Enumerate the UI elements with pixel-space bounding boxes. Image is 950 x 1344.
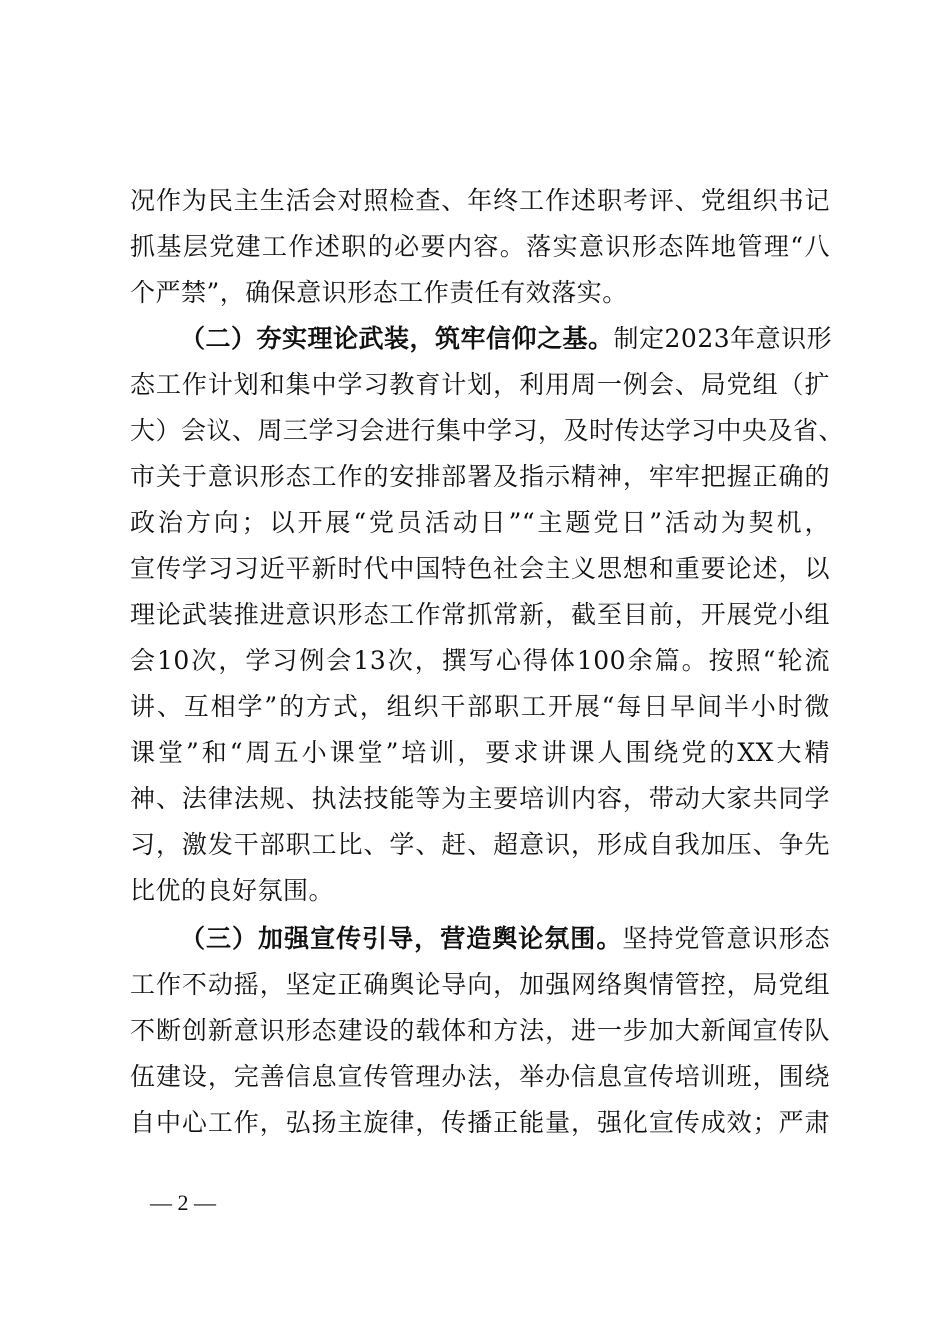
paragraph-text: 制定2023年意识形	[613, 324, 833, 353]
paragraph-line: 伍建设，完善信息宣传管理办法，举办信息宣传培训班，围绕	[130, 1062, 830, 1091]
paragraph-line: 个严禁”，确保意识形态工作责任有效落实。	[130, 278, 628, 307]
paragraph-line: 大）会议、周三学习会进行集中学习，及时传达学习中央及省、	[130, 416, 845, 445]
page-number: — 2 —	[150, 1190, 216, 1215]
paragraph-line: 宣传学习习近平新时代中国特色社会主义思想和重要论述，以	[130, 554, 830, 583]
paragraph-line: 习，激发干部职工比、学、赶、超意识，形成自我加压、争先	[130, 830, 830, 859]
paragraph-line: 理论武装推进意识形态工作常抓常新，截至目前，开展党小组	[130, 600, 830, 629]
paragraph-line: 自中心工作，弘扬主旋律，传播正能量，强化宣传成效；严肃	[130, 1108, 830, 1137]
paragraph-line: 讲、互相学”的方式，组织干部职工开展“每日早间半小时微	[130, 692, 830, 721]
paragraph-line: 抓基层党建工作述职的必要内容。落实意识形态阵地管理“八	[130, 232, 830, 261]
paragraph-line: 市关于意识形态工作的安排部署及指示精神，牢牢把握正确的	[130, 462, 830, 491]
paragraph-line: 况作为民主生活会对照检查、年终工作述职考评、党组织书记	[130, 186, 830, 215]
section-heading: （三）加强宣传引导，营造舆论氛围。	[180, 924, 623, 953]
paragraph-first-line	[180, 316, 833, 362]
section-heading: （二）夯实理论武装，筑牢信仰之基。	[180, 324, 614, 353]
paragraph-line: 课堂”和“周五小课堂”培训，要求讲课人围绕党的XX大精	[130, 738, 830, 767]
paragraph-line: 态工作计划和集中学习教育计划，利用周一例会、局党组（扩	[130, 370, 830, 399]
paragraph-line: 工作不动摇，坚定正确舆论导向，加强网络舆情管控，局党组	[130, 970, 830, 999]
paragraph-line: 比优的良好氛围。	[130, 876, 335, 905]
paragraph-text: 坚持党管意识形态	[622, 924, 830, 953]
paragraph-line: 不断创新意识形态建设的载体和方法，进一步加大新闻宣传队	[130, 1016, 830, 1045]
paragraph-line: 神、法律法规、执法技能等为主要培训内容，带动大家共同学	[130, 784, 830, 813]
paragraph-line: 会10次，学习例会13次，撰写心得体100余篇。按照“轮流	[130, 646, 830, 675]
paragraph-first-line	[180, 916, 830, 962]
paragraph-line: 政治方向；以开展“党员活动日”“主题党日”活动为契机，	[130, 508, 830, 537]
